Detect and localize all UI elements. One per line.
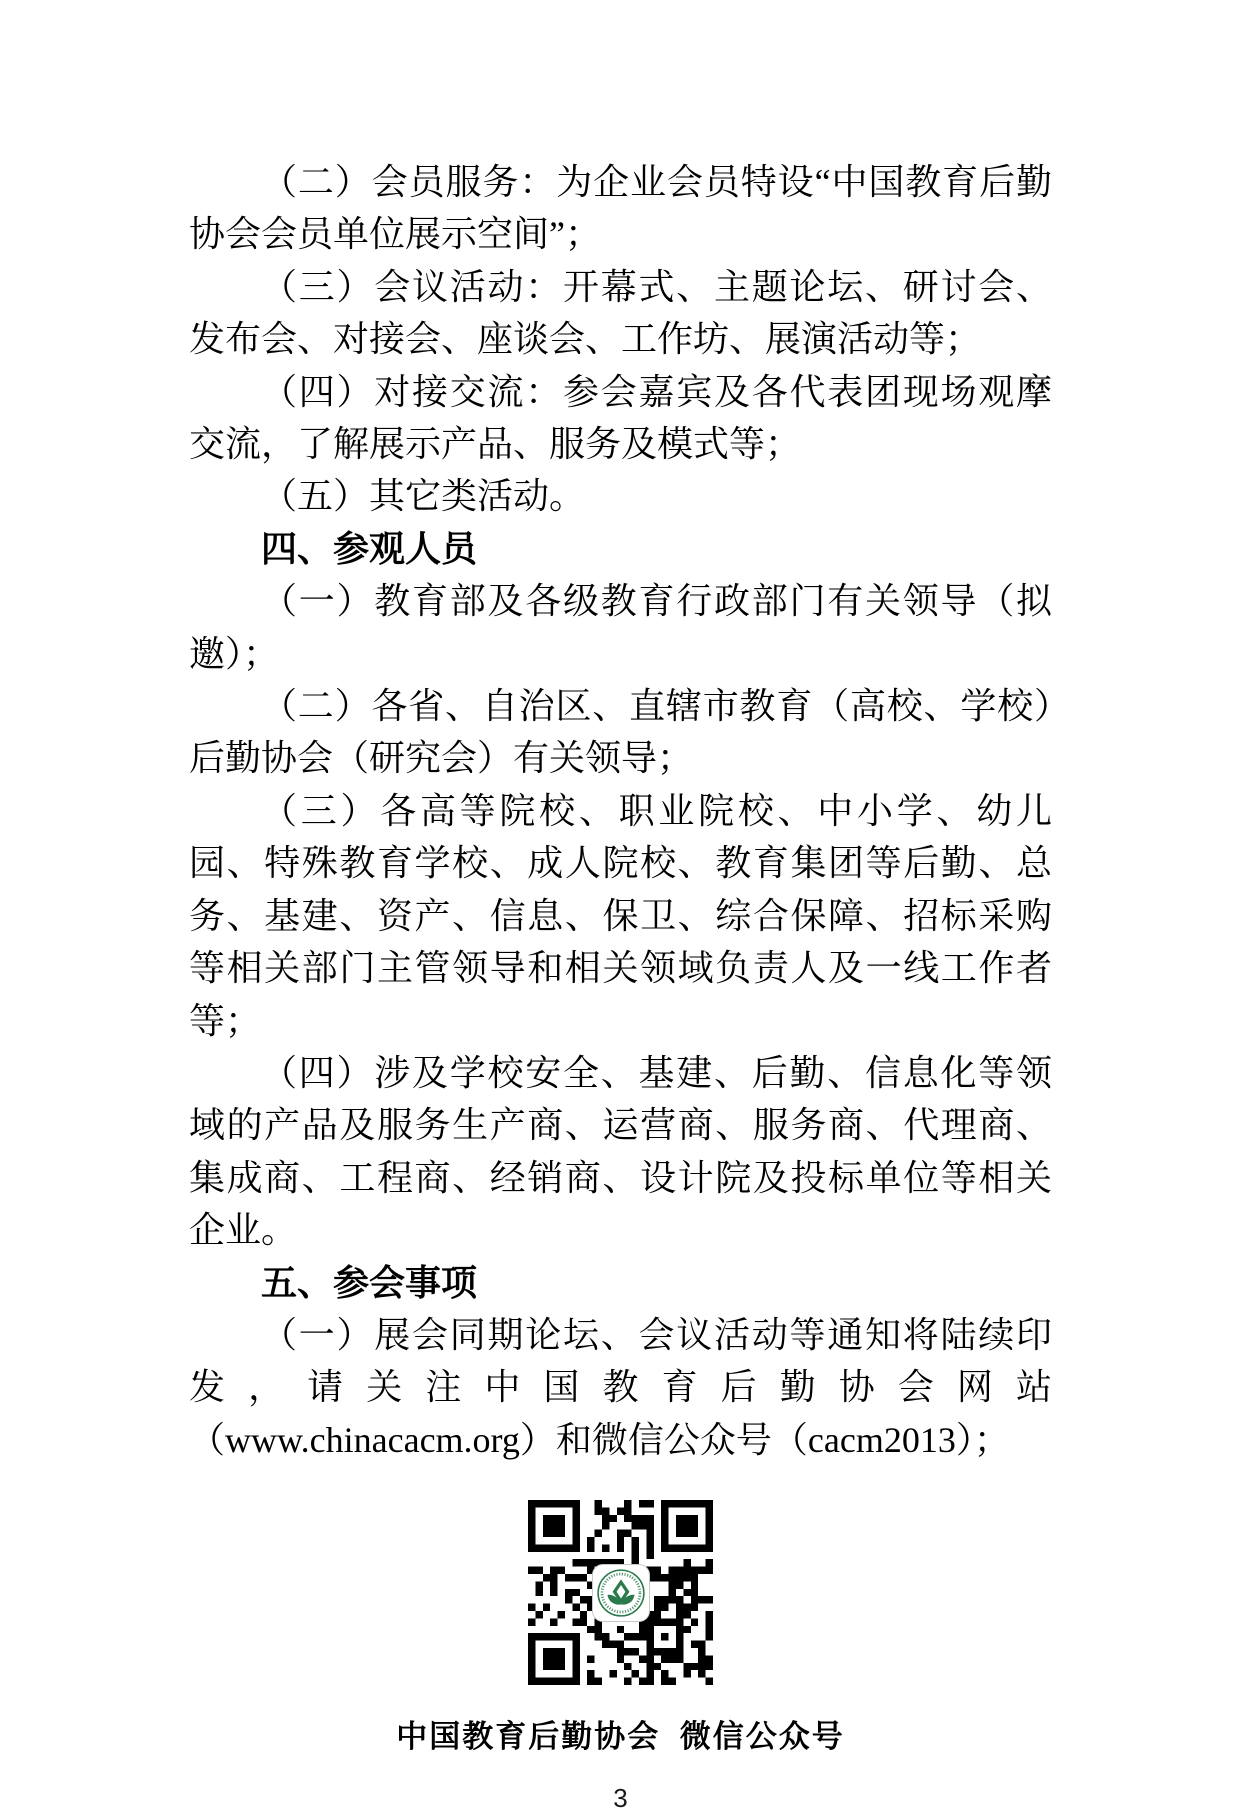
paragraph-other-activities: （五）其它类活动。 (261, 476, 586, 517)
paragraph-conference-activity: （三）会议活动：开幕式、主题论坛、研讨会、发布会、对接会、座谈会、工作坊、展演活动等； (189, 266, 1052, 360)
cacm-logo-icon (592, 1564, 650, 1622)
paragraph-member-service: （二）会员服务：为企业会员特设“中国教育后勤协会会员单位展示空间”； (189, 162, 1052, 255)
paragraph-visitors-3: （三）各高等院校、职业院校、中小学、幼儿园、特殊教育学校、成人院校、教育集团等后勤、总务、基建、资产、信息、保卫、综合保障、招标采购等相关部门主管领导和相关领域负责人及一线工作者等； (189, 790, 1052, 1041)
wechat-qr-code (528, 1500, 713, 1685)
heading-section-5-participation: 五、参会事项 (261, 1261, 478, 1303)
heading-section-4-visitors: 四、参观人员 (261, 527, 478, 569)
paragraph-participation-1: （一）展会同期论坛、会议活动等通知将陆续印发，请关注中国教育后勤协会网站（www.chinacacm.org）和微信公众号（cacm2013）； (189, 1314, 1052, 1460)
paragraph-visitors-1: （一）教育部及各级教育行政部门有关领导（拟邀）； (189, 581, 1052, 674)
qr-caption: 中国教育后勤协会 微信公众号 (396, 1719, 845, 1755)
paragraph-visitors-4: （四）涉及学校安全、基建、后勤、信息化等领域的产品及服务生产商、运营商、服务商、代理商、集成商、工程商、经销商、设计院及投标单位等相关企业。 (189, 1052, 1052, 1251)
qr-block (0, 1500, 1241, 1756)
page-number: 3 (613, 1783, 628, 1814)
paragraph-matchmaking: （四）对接交流：参会嘉宾及各代表团现场观摩交流，了解展示产品、服务及模式等； (189, 371, 1052, 465)
paragraph-visitors-2: （二）各省、自治区、直辖市教育（高校、学校）后勤协会（研究会）有关领导； (189, 686, 1052, 779)
